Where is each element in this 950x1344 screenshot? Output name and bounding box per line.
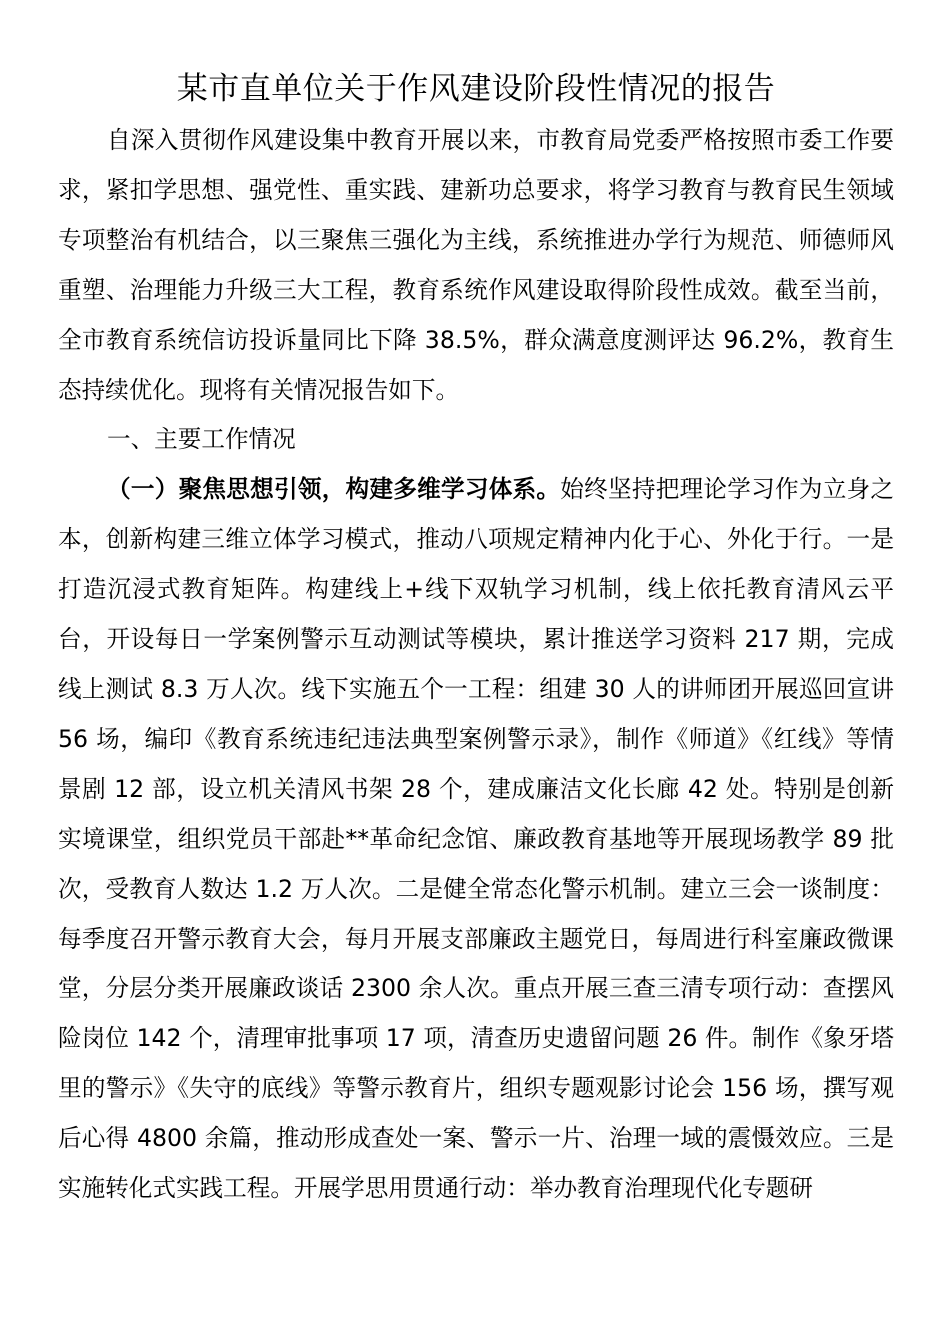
subsection-paragraph <box>58 465 894 1214</box>
subsection-body: 始终坚持把理论学习作为立身之本，创新构建三维立体学习模式，推动八项规定精神内化于心、外化于行。一是打造沉浸式教育矩阵。构建线上+线下双轨学习机制，线上依托教育清风云平台，开设每日一学案例警示互动测试等模块，累计推送学习资料 217 期，完成线上测试 8.3 万人次。线下实施五个一工程：组建 30 人的讲师团开展巡回宣讲 56 场，编印《教育系统违纪违法典型案例警示录》，制作《师道》《红线》等情景剧 12 部，设立机关清风书架 28 个，建成廉洁文化长廊 42 处。特别是创新实境课堂，组织党员干部赴**革命纪念馆、廉政教育基地等开展现场教学 89 批次，受教育人数达 1.2 万人次。二是健全常态化警示机制。建立三会一谈制度：每季度召开警示教育大会，每月开展支部廉政主题党日，每周进行科室廉政微课堂，分层分类开展廉政谈话 2300 余人次。重点开展三查三清专项行动：查摆风险岗位 142 个，清理审批事项 17 项，清查历史遗留问题 26 件。制作《象牙塔里的警示》《失守的底线》等警示教育片，组织专题观影讨论会 156 场，撰写观后心得 4800 余篇，推动形成查处一案、警示一片、治理一域的震慑效应。三是实施转化式实践工程。开展学思用贯通行动：举办教育治理现代化专题研 <box>58 475 895 1203</box>
document-title: 某市直单位关于作风建设阶段性情况的报告 <box>176 71 776 107</box>
intro-paragraph: 自深入贯彻作风建设集中教育开展以来，市教育局党委严格按照市委工作要求，紧扣学思想、强党性、重实践、建新功总要求，将学习教育与教育民生领域专项整治有机结合，以三聚焦三强化为主线，系统推进办学行为规范、师德师风重塑、治理能力升级三大工程，教育系统作风建设取得阶段性成效。截至当前，全市教育系统信访投诉量同比下降 38.5%，群众满意度测评达 96.2%，教育生态持续优化。现将有关情况报告如下。 <box>58 126 894 404</box>
section-heading: 一、主要工作情况 <box>107 425 296 454</box>
subsection-lead: （一）聚焦思想引领，构建多维学习体系。 <box>107 475 561 504</box>
document-page <box>58 66 894 1214</box>
